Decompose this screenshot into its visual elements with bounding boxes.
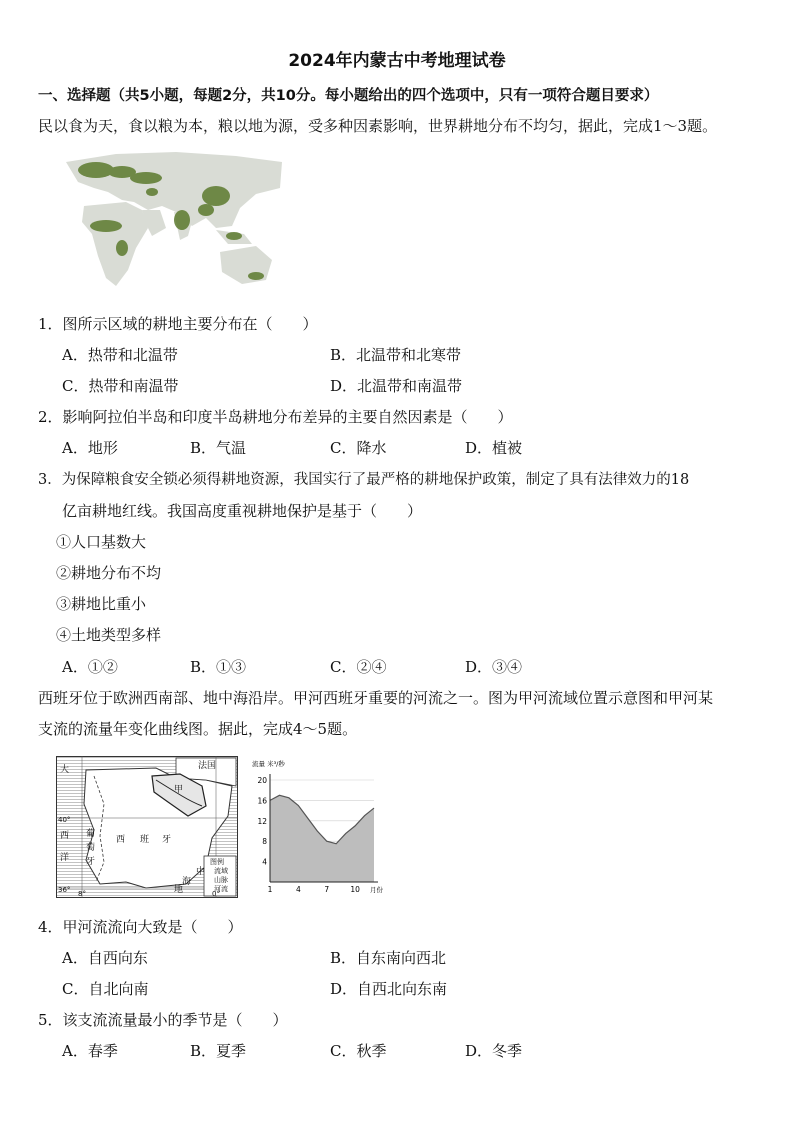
q1-stem: 1．图所示区域的耕地主要分布在（ ） — [38, 315, 318, 333]
q2-option-d: D．植被 — [465, 439, 523, 457]
map-label-atlantic-2: 西 — [60, 831, 70, 841]
q3-item-3: ③耕地比重小 — [56, 595, 147, 613]
map-label-atlantic-3: 洋 — [60, 853, 70, 863]
q4-option-d: D．自西北向东南 — [330, 980, 448, 998]
page-title: 2024年内蒙古中考地理试卷 — [288, 51, 506, 71]
map-label-sea-2: 海 — [182, 877, 192, 887]
y-tick-label: 12 — [257, 816, 267, 826]
q4-option-a: A．自西向东 — [62, 949, 148, 967]
x-tick-label: 4 — [295, 885, 301, 894]
river-flow-chart — [250, 756, 384, 898]
map-label-portugal-3: 牙 — [86, 857, 96, 867]
flow-area — [270, 795, 374, 882]
map-label-sea-3: 地 — [174, 885, 184, 895]
map-label-sea-1: 中 — [196, 867, 206, 877]
map-lat-36: 36° — [58, 886, 71, 894]
q1-option-c: C．热带和南温带 — [62, 377, 179, 395]
q3-item-2: ②耕地分布不均 — [56, 564, 162, 582]
q4-stem: 4．甲河流流向大致是（ ） — [38, 918, 243, 936]
q2-option-c: C．降水 — [330, 439, 387, 457]
q5-stem: 5．该支流流量最小的季节是（ ） — [38, 1011, 288, 1029]
intro-text-2-line2: 支流的流量年变化曲线图。据此，完成4～5题。 — [38, 720, 358, 738]
q3-option-c: C．②④ — [330, 658, 387, 676]
map-label-portugal-1: 葡 — [86, 829, 96, 839]
section-header: 一、选择题（共5小题，每题2分，共10分。每小题给出的四个选项中，只有一项符合题目要求） — [38, 88, 659, 104]
q4-option-b: B．自东南向西北 — [330, 949, 447, 967]
y-tick-label: 4 — [262, 857, 267, 867]
intro-text-2-line1: 西班牙位于欧洲西南部、地中海沿岸。甲河西班牙重要的河流之一。图为甲河流域位置示意图和甲河某 — [38, 689, 714, 707]
map-legend-title: 图例 — [210, 858, 224, 866]
q3-item-1: ①人口基数大 — [56, 533, 147, 551]
intro-text-1: 民以食为天，食以粮为本，粮以地为源，受多种因素影响，世界耕地分布不均匀，据此，完成1～3题。 — [38, 117, 718, 135]
y-tick-label: 8 — [262, 837, 267, 847]
q2-option-a: A．地形 — [62, 439, 118, 457]
map-label-spain-2: 班 — [140, 835, 150, 845]
q4-option-c: C．自北向南 — [62, 980, 149, 998]
q3-option-b: B．①③ — [190, 658, 247, 676]
map-legend-mountain: 山脉 — [214, 876, 228, 884]
q5-option-d: D．冬季 — [465, 1042, 523, 1060]
q5-option-c: C．秋季 — [330, 1042, 387, 1060]
q3-option-a: A．①② — [62, 658, 118, 676]
spain-river-basin-map — [56, 756, 238, 898]
q1-option-d: D．北温带和南温带 — [330, 377, 463, 395]
q5-option-b: B．夏季 — [190, 1042, 247, 1060]
map-lon-8: 8° — [78, 890, 86, 898]
map-label-spain-1: 西 — [116, 835, 126, 845]
q1-option-b: B．北温带和北寒带 — [330, 346, 462, 364]
y-axis-label: 流量 米³/秒 — [252, 760, 285, 768]
q3-stem-line2: 亿亩耕地红线。我国高度重视耕地保护是基于（ ） — [62, 502, 423, 520]
map-lon-0: 0° — [212, 890, 220, 898]
map-label-france: 法国 — [198, 761, 217, 771]
x-tick-label: 10 — [350, 885, 360, 894]
y-tick-label: 16 — [257, 796, 267, 806]
q3-option-d: D．③④ — [465, 658, 523, 676]
q3-stem-line1: 3．为保障粮食安全锁必须得耕地资源，我国实行了最严格的耕地保护政策，制定了具有法律效力的18 — [38, 472, 690, 488]
q3-item-4: ④土地类型多样 — [56, 626, 162, 644]
x-tick-label: 1 — [267, 885, 273, 894]
q2-option-b: B．气温 — [190, 439, 247, 457]
x-tick-label: 7 — [324, 885, 330, 894]
q1-option-a: A．热带和北温带 — [62, 346, 178, 364]
map-legend-basin: 流域 — [214, 867, 228, 875]
map-lat-40: 40° — [58, 816, 71, 824]
x-axis-label: 月份 — [370, 886, 383, 894]
map-label-atlantic-1: 大 — [60, 765, 70, 775]
map-legend-river: 河流 — [214, 885, 228, 893]
y-tick-label: 20 — [257, 776, 267, 785]
q5-option-a: A．春季 — [62, 1042, 118, 1060]
world-farmland-map — [56, 148, 288, 296]
map-label-spain-3: 牙 — [162, 835, 172, 845]
map-label-jia: 甲 — [174, 785, 184, 795]
map-label-portugal-2: 萄 — [86, 843, 96, 853]
q2-stem: 2．影响阿拉伯半岛和印度半岛耕地分布差异的主要自然因素是（ ） — [38, 408, 513, 426]
